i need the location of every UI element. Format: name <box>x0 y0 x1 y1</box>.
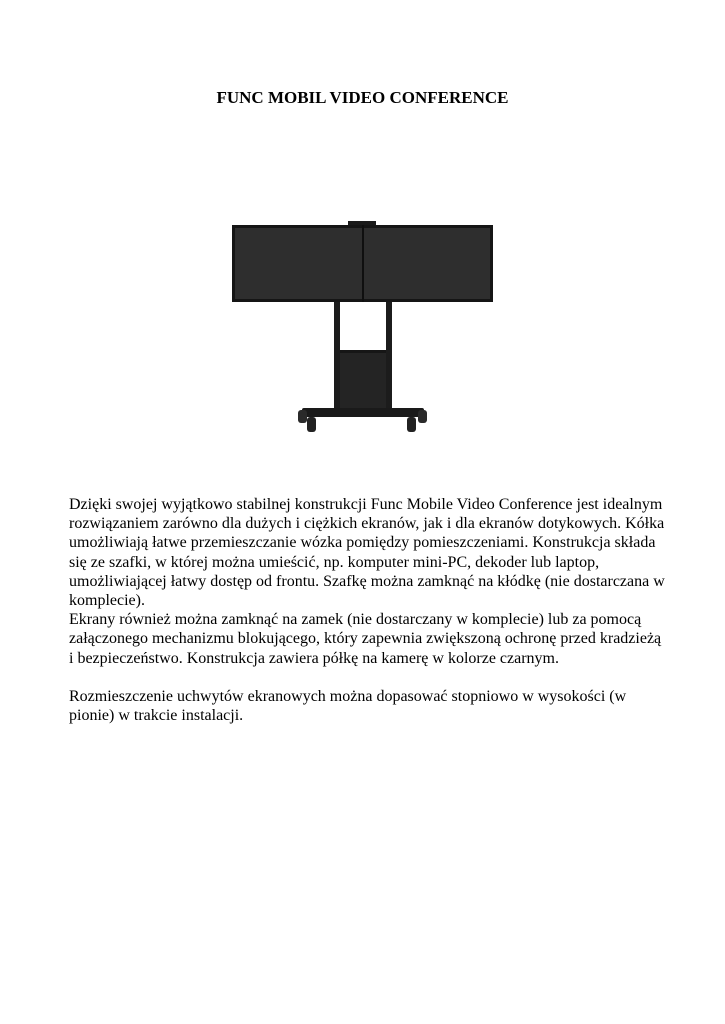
page-title: FUNC MOBIL VIDEO CONFERENCE <box>216 88 509 107</box>
product-image-video-conference-stand <box>230 220 495 440</box>
stand-column-left <box>334 302 340 410</box>
right-screen <box>364 228 490 299</box>
paragraph-installation: Rozmieszczenie uchwytów ekranowych można dopasować stopniowo w wysokości (w pionie) w trakcie instalacji. <box>69 687 627 725</box>
wheel-left-back <box>298 410 307 423</box>
stand-base <box>302 408 424 417</box>
wheel-right-back <box>418 410 427 423</box>
document-body <box>69 495 669 725</box>
stand-column-right <box>386 302 392 410</box>
stand-cabinet <box>340 350 386 410</box>
left-screen <box>235 228 362 299</box>
wheel-left-front <box>307 417 316 432</box>
paragraph-description: Dzięki swojej wyjątkowo stabilnej konstrukcji Func Mobile Video Conference jest idealnym rozwiązaniem zarówno dla dużych i ciężkich ekranów, jak i dla ekranów dotykowych. Kółka umożliwiają łatwe przemieszczanie wózka pomiędzy pomieszczeniami. Konstrukcja składa się ze szafki, w której można umieścić, np. komputer mini-PC, dekoder lub laptop, umożliwiającej łatwy dostęp od frontu. Szafkę można zamknąć na kłódkę (nie dostarczana w komplecie). <box>69 496 665 610</box>
paragraph-security: Ekrany również można zamknąć na zamek (nie dostarczany w komplecie) lub za pomocą załączonego mechanizmu blokującego, który zapewnia zwiększoną ochronę przed kradzieżą i bezpieczeństwo. Konstrukcja zawiera półkę na kamerę w kolorze czarnym. <box>69 611 662 667</box>
wheel-right-front <box>407 417 416 432</box>
